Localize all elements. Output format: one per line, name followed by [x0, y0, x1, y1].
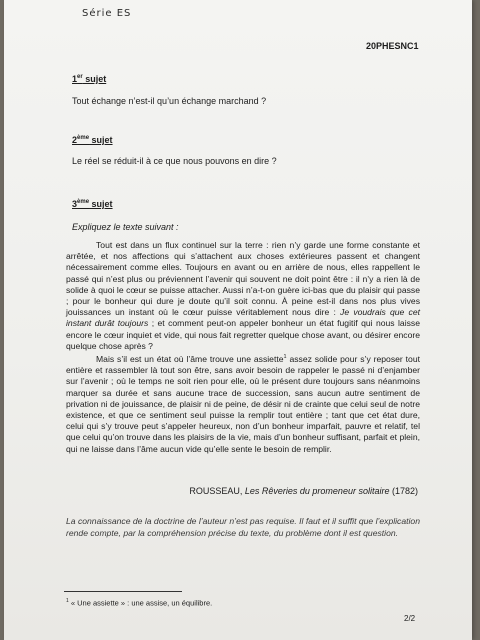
text-paragraph-2: Mais s’il est un état où l’âme trouve une assiette$^1$ assez solide pour s’y reposer tout entière et rassembler là tout son être, sans avoir besoin de rappeler le passé ni d’enjamber sur l’avenir ; où le temps ne soit rien pour elle, où le présent dure toujours sans néanmoins marquer sa durée et sans aucune trace de succession, sans aucun autre sentiment de privation ni de jouissance, de plaisir ni de peine, de désir ni de crainte que celui seul de notre existence, et que ce sentiment seul puisse la remplir tout entière ; tant que cet état dure, celui qui s’y trouve peut s’appeler heureux, non d’un bonheur imparfait, pauvre et relatif, tel que celui qu’on trouve dans les plaisirs de la vie, mais d’un bonheur suffisant, parfait et plein, qui ne laisse dans l’âme aucun vide qu’elle sente le besoin de remplir.: [66, 353, 420, 454]
subject-1-question: Tout échange n’est-il qu’un échange marchand ?: [72, 96, 267, 106]
subject-1-title: 1er sujet: [72, 74, 107, 84]
exam-code: 20PHESNC1: [366, 41, 419, 51]
citation: ROUSSEAU, Les Rêveries du promeneur solitaire (1782): [189, 486, 418, 496]
subject-2-question: Le réel se réduit-il à ce que nous pouvons en dire ?: [72, 156, 277, 166]
rousseau-text: [66, 240, 420, 455]
subject-3-title: 3ème sujet: [72, 199, 113, 209]
footnote-divider: [64, 591, 182, 592]
handwritten-note: Série ES: [82, 8, 132, 19]
text-paragraph-1: Tout est dans un flux continuel sur la terre : rien n’y garde une forme constante et arrêtée, et nos affections qui s’attachent aux choses extérieures passent et changent nécessairement comme elles. Toujours en avant ou en arrière de nous, elles rappellent le passé qui n’est plus ou préviennent l’avenir qui souvent ne doit point être : il n’y a rien là de solide à quoi le cœur se puisse attacher. Aussi n’a-t-on guère ici-bas que du plaisir qui passe ; pour le bonheur qui dure je doute qu’il soit connu. À peine est-il dans nos plus vives jouissances un instant où le cœur puisse véritablement nous dire : Je voudrais que cet instant durât toujours ; et comment peut-on appeler bonheur un état fugitif qui nous laisse encore le cœur inquiet et vide, qui nous fait regretter quelque chose avant, ou désirer encore quelque chose après ?: [66, 240, 421, 351]
footnote: $^1$ « Une assiette » : une assise, un équilibre.: [66, 598, 213, 608]
subject-3-instruction: Expliquez le texte suivant :: [72, 222, 179, 232]
footnote-ref: 1: [283, 354, 287, 361]
subject-2-title: 2ème sujet: [72, 135, 113, 145]
quoted-phrase: Je voudrais que cet instant durât toujours: [66, 307, 421, 329]
exam-note: La connaissance de la doctrine de l’auteur n’est pas requise. Il faut et il suffit que l’explication rende compte, par la compréhension précise du texte, du problème dont il est question.: [66, 516, 420, 538]
page-number: 2/2: [404, 614, 416, 623]
exam-page: [4, 0, 472, 640]
